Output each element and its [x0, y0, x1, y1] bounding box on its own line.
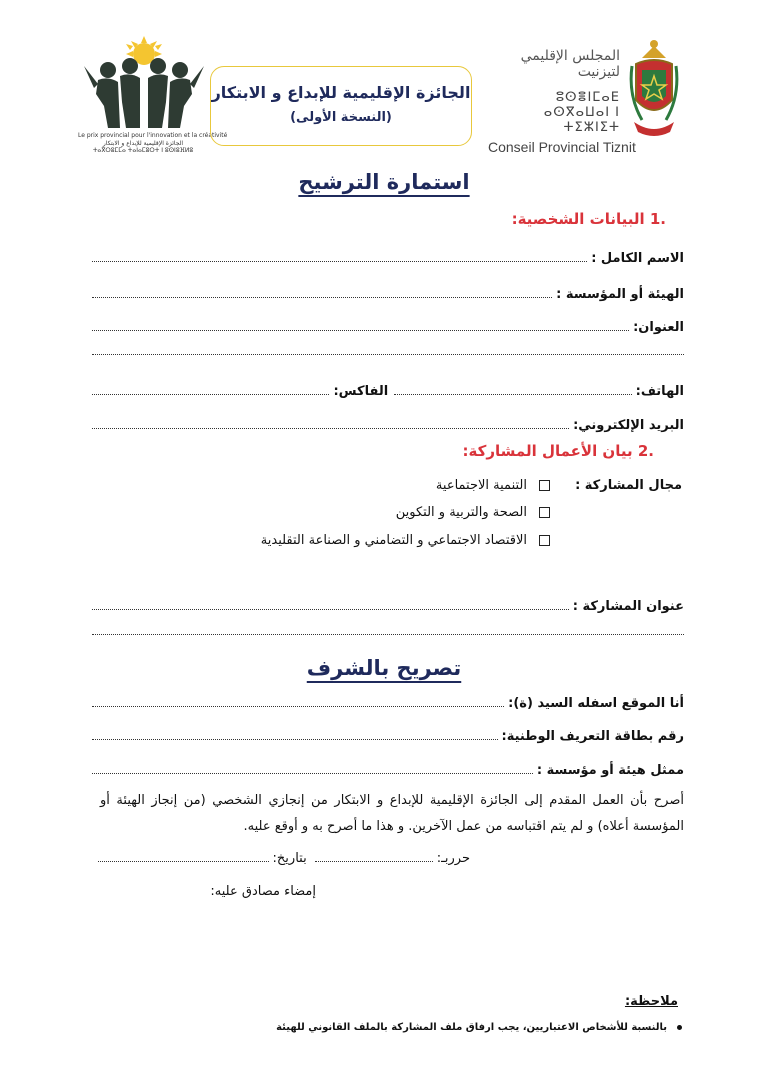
council-name-french: Conseil Provincial Tiznit: [488, 139, 636, 155]
representative-label: ممثل هيئة أو مؤسسة :: [536, 763, 684, 778]
email-line[interactable]: [92, 428, 569, 429]
section-works-title: .2 بيان الأعمال المشاركة:: [462, 442, 654, 460]
option-label: الاقتصاد الاجتماعي و التضامني و الصناعة التقليدية: [260, 533, 527, 548]
award-title: الجائزة الإقليمية للإبداع و الابتكار: [211, 83, 471, 102]
checkbox[interactable]: [539, 507, 550, 518]
form-title: استمارة الترشيح: [298, 170, 470, 194]
id-card-field[interactable]: [92, 722, 684, 744]
participation-title-label: عنوان المشاركة :: [572, 599, 684, 614]
declaration-title: تصريح بالشرف: [306, 656, 462, 680]
checkbox[interactable]: [539, 535, 550, 546]
council-name-arabic: المجلس الإقليمي لتيزنيت: [520, 48, 620, 80]
id-card-label: رقم بطاقة التعريف الوطنية:: [501, 729, 684, 744]
emblem-icon: [628, 36, 680, 148]
email-field[interactable]: [92, 411, 684, 433]
note-title: ملاحظة:: [624, 994, 678, 1009]
phone-line[interactable]: [394, 394, 631, 395]
signer-field[interactable]: [92, 689, 684, 711]
full-name-line[interactable]: [92, 261, 587, 262]
council-header: [488, 48, 636, 155]
representative-field[interactable]: [92, 756, 684, 778]
option-label: التنمية الاجتماعية: [435, 478, 527, 493]
date-line[interactable]: [98, 861, 269, 862]
note-item-text: بالنسبة للأشخاص الاعتباريين، يجب ارفاق ملف المشاركة بالملف القانوني للهيئة: [276, 1022, 667, 1033]
fax-label: الفاكس:: [333, 384, 389, 399]
award-logo-caption-ar: الجائزة الإقليمية للإبداع و الابتكار: [102, 140, 184, 147]
option-label: الصحة والتربية و التكوين: [395, 505, 527, 520]
full-name-label: الاسم الكامل :: [591, 251, 684, 266]
section-personal-info-title: .1 البيانات الشخصية:: [511, 210, 666, 228]
participation-title-line[interactable]: [92, 609, 569, 610]
email-label: البريد الإلكتروني:: [573, 418, 684, 433]
participation-title-line-2[interactable]: [92, 634, 684, 635]
address-field[interactable]: [92, 313, 684, 335]
award-logo-caption-fr: Le prix provincial pour l'innovation et la créativité: [78, 132, 228, 139]
participation-title-field[interactable]: [92, 592, 684, 614]
award-logo-caption-tf: ⵜⴰⴳⵔⵓⵎⵎⴰ ⵜⴰⵏⴰⵎⵓⵔⵜ ⵏ ⵓⵙⵏⵓⴼⵍⵓ: [92, 147, 194, 154]
date-label: بتاريخ:: [272, 851, 307, 866]
id-card-line[interactable]: [92, 739, 498, 740]
checkbox[interactable]: [539, 480, 550, 491]
organization-label: الهيئة أو المؤسسة :: [556, 287, 684, 302]
full-name-field[interactable]: [92, 244, 684, 266]
place-date-field[interactable]: [98, 846, 470, 866]
signature-label: إمضاء مصادق عليه:: [210, 884, 316, 899]
award-logo-icon: [78, 36, 208, 132]
address-line[interactable]: [92, 330, 629, 331]
fax-line[interactable]: [92, 394, 329, 395]
phone-label: الهاتف:: [635, 384, 684, 399]
address-label: العنوان:: [633, 320, 684, 335]
signer-line[interactable]: [92, 706, 504, 707]
organization-line[interactable]: [92, 297, 552, 298]
award-logo: [78, 36, 228, 154]
address-line-2[interactable]: [92, 354, 684, 355]
organization-field[interactable]: [92, 280, 684, 302]
declaration-statement: أصرح بأن العمل المقدم إلى الجائزة الإقليمية للإبداع و الابتكار من إنجازي الشخصي (من إنجاز الهيئة أو المؤسسة أعلاه) و لم يتم اقتباسه من عمل الآخرين. و هذا ما أصرح به و أوقع عليه.: [100, 793, 684, 834]
award-edition: (النسخة الأولى): [290, 110, 392, 125]
option-social-economy[interactable]: [261, 533, 550, 548]
made-in-label: حرربـ:: [436, 851, 470, 866]
award-title-box: [210, 66, 472, 146]
made-in-line[interactable]: [315, 861, 433, 862]
option-health-education[interactable]: [396, 505, 550, 520]
council-name-tifinagh: ⵓⵙⴻⵏⵎⴰⴹ ⴰⵙⴳⴰⵡⴰⵏ ⵏ ⵜⵉⵣⵏⵉⵜ: [543, 90, 620, 135]
note-item: [276, 1022, 682, 1033]
bullet-icon: [677, 1025, 682, 1030]
domain-label: مجال المشاركة :: [575, 478, 682, 493]
phone-fax-field[interactable]: [92, 377, 684, 399]
signer-label: أنا الموقع اسفله السيد (ة):: [508, 696, 684, 711]
option-social-development[interactable]: [436, 478, 550, 493]
representative-line[interactable]: [92, 773, 533, 774]
